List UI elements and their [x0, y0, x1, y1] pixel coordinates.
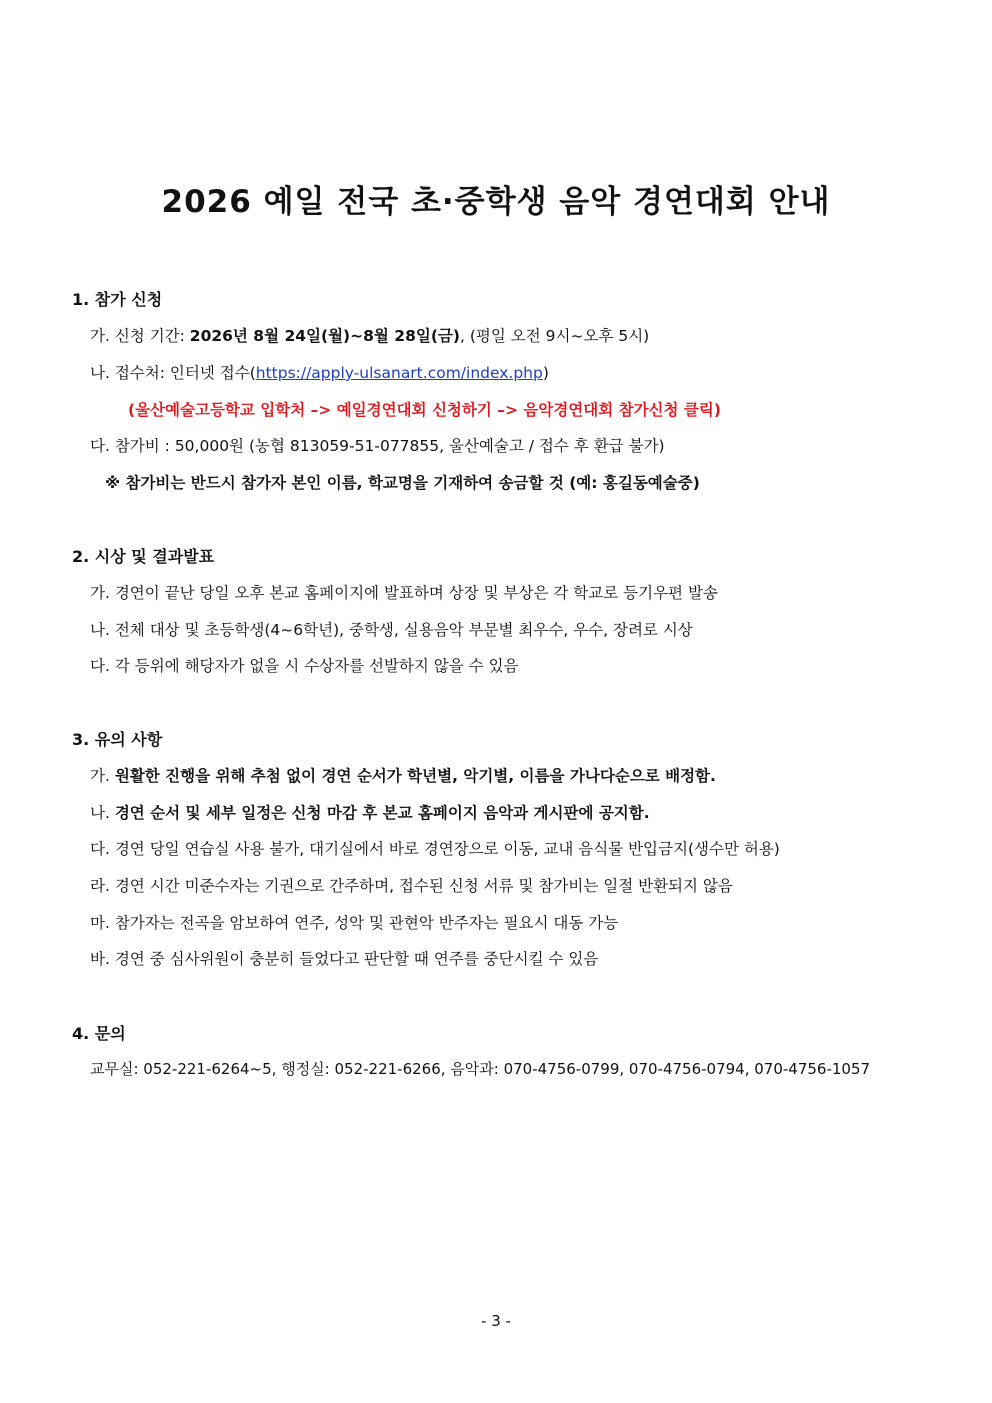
application-url-link[interactable]: https://apply-ulsanart.com/index.php — [255, 364, 543, 382]
awards-item: 나. 전체 대상 및 초등학생(4~6학년), 중학생, 실용음악 부문별 최우수, 우수, 장려로 시상 — [90, 621, 693, 639]
notice-item-text: 경연 순서 및 세부 일정은 신청 마감 후 본교 홈페이지 음악과 게시판에 공지함. — [114, 804, 650, 822]
section-3-heading: 3. 유의 사항 — [72, 730, 163, 749]
document-title: 2026 예일 전국 초·중학생 음악 경연대회 안내 — [161, 184, 831, 220]
notice-item: 다. 경연 당일 연습실 사용 불가, 대기실에서 바로 경연장으로 이동, 교내 음식물 반입금지(생수만 허용) — [90, 840, 780, 858]
section-4-heading: 4. 문의 — [72, 1024, 126, 1043]
notice-item: 라. 경연 시간 미준수자는 기권으로 간주하며, 접수된 신청 서류 및 참가비는 일절 반환되지 않음 — [90, 877, 733, 895]
fee-remittance-note: ※ 참가비는 반드시 참가자 본인 이름, 학교명을 기재하여 송금할 것 (예: 홍길동예술중) — [105, 474, 700, 492]
application-period — [90, 324, 649, 346]
application-place — [90, 361, 549, 383]
notice-item-text: 원활한 진행을 위해 추첨 없이 경연 순서가 학년별, 악기별, 이름을 가나다순으로 배정함. — [114, 767, 716, 785]
application-period-label: 가. 신청 기간: — [90, 327, 190, 345]
application-place-label: 나. 접수처: 인터넷 접수( — [90, 364, 256, 382]
section-2-heading: 2. 시상 및 결과발표 — [72, 547, 215, 566]
application-period-hours: , (평일 오전 9시~오후 5시) — [459, 327, 650, 345]
notice-item — [90, 801, 650, 823]
contact-numbers: 교무실: 052-221-6264~5, 행정실: 052-221-6266, 음악과: 070-4756-0799, 070-4756-0794, 070-4756-1057 — [90, 1060, 871, 1078]
notice-item: 바. 경연 중 심사위원이 충분히 들었다고 판단할 때 연주를 중단시킬 수 있음 — [90, 950, 599, 968]
notice-item-marker: 나. — [90, 804, 115, 822]
application-period-dates: 2026년 8월 24일(월)~8월 28일(금) — [189, 327, 460, 345]
awards-item: 다. 각 등위에 해당자가 없을 시 수상자를 선발하지 않을 수 있음 — [90, 657, 519, 675]
awards-item: 가. 경연이 끝난 당일 오후 본교 홈페이지에 발표하며 상장 및 부상은 각 학교로 등기우편 발송 — [90, 584, 718, 602]
section-1-heading: 1. 참가 신청 — [72, 290, 163, 309]
participation-fee: 다. 참가비 : 50,000원 (농협 813059-51-077855, 울산예술고 / 접수 후 환급 불가) — [90, 437, 665, 455]
application-place-close: ) — [542, 364, 549, 382]
page-number: - 3 - — [481, 1312, 511, 1330]
application-path-instruction: (울산예술고등학교 입학처 –> 예일경연대회 신청하기 –> 음악경연대회 참가신청 클릭) — [128, 401, 721, 419]
notice-item-marker: 가. — [90, 767, 115, 785]
notice-item: 마. 참가자는 전곡을 암보하여 연주, 성악 및 관현악 반주자는 필요시 대동 가능 — [90, 914, 619, 932]
notice-item — [90, 764, 716, 786]
